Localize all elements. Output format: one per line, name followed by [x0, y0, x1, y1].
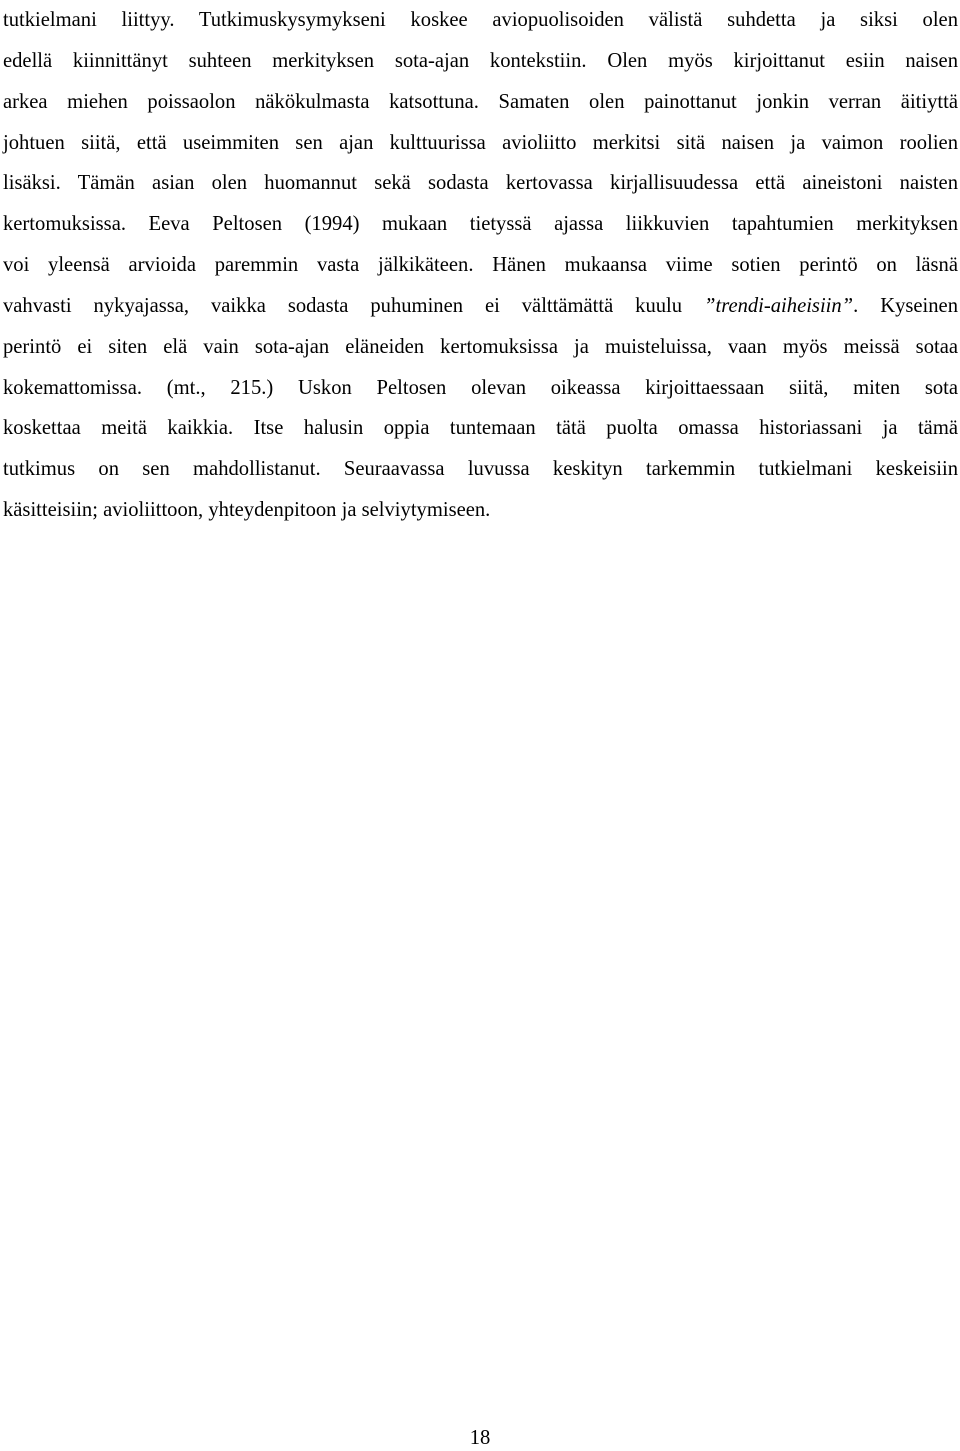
paragraph-line: voi yleensä arvioida paremmin vasta jälkikäteen. Hänen mukaansa viime sotien perintö on läsnä — [3, 254, 958, 277]
paragraph-line: perintö ei siten elä vain sota-ajan eläneiden kertomuksissa ja muisteluissa, vaan myös meissä sotaa — [3, 335, 958, 358]
paragraph-line-last: käsitteisiin; avioliittoon, yhteydenpitoon ja selviytymiseen. — [3, 499, 491, 522]
body-paragraph — [3, 0, 958, 531]
paragraph-line: tutkielmani liittyy. Tutkimuskysymykseni koskee aviopuolisoiden välistä suhdetta ja siksi olen — [3, 9, 958, 31]
italic-phrase: ”trendi-aiheisiin” — [704, 294, 854, 317]
line-text-after-italic: . Kyseinen — [853, 294, 958, 317]
paragraph-line: lisäksi. Tämän asian olen huomannut sekä sodasta kertovassa kirjallisuudessa että aineistoni naisten — [3, 172, 958, 195]
paragraph-line: johtuen siitä, että useimmiten sen ajan kulttuurissa avioliitto merkitsi sitä naisen ja vaimon roolien — [3, 131, 958, 154]
paragraph-line: kertomuksissa. Eeva Peltosen (1994) mukaan tietyssä ajassa liikkuvien tapahtumien merkityksen — [3, 213, 958, 236]
paragraph-line: edellä kiinnittänyt suhteen merkityksen sota-ajan kontekstiin. Olen myös kirjoittanut esiin naisen — [3, 49, 958, 72]
paragraph-line-with-italic — [3, 286, 958, 327]
line-text-before-italic: vahvasti nykyajassa, vaikka sodasta puhuminen ei välttämättä kuulu — [3, 294, 705, 317]
paragraph-line: arkea miehen poissaolon näkökulmasta katsottuna. Samaten olen painottanut jonkin verran äitiyttä — [3, 90, 958, 113]
page-number: 18 — [469, 1427, 491, 1449]
paragraph-line: kokemattomissa. (mt., 215.) Uskon Peltosen olevan oikeassa kirjoittaessaan siitä, miten sota — [3, 376, 958, 399]
paragraph-line: koskettaa meitä kaikkia. Itse halusin oppia tuntemaan tätä puolta omassa historiassani ja tämä — [3, 417, 958, 440]
paragraph-line: tutkimus on sen mahdollistanut. Seuraavassa luvussa keskityn tarkemmin tutkielmani keskeisiin — [3, 458, 958, 481]
